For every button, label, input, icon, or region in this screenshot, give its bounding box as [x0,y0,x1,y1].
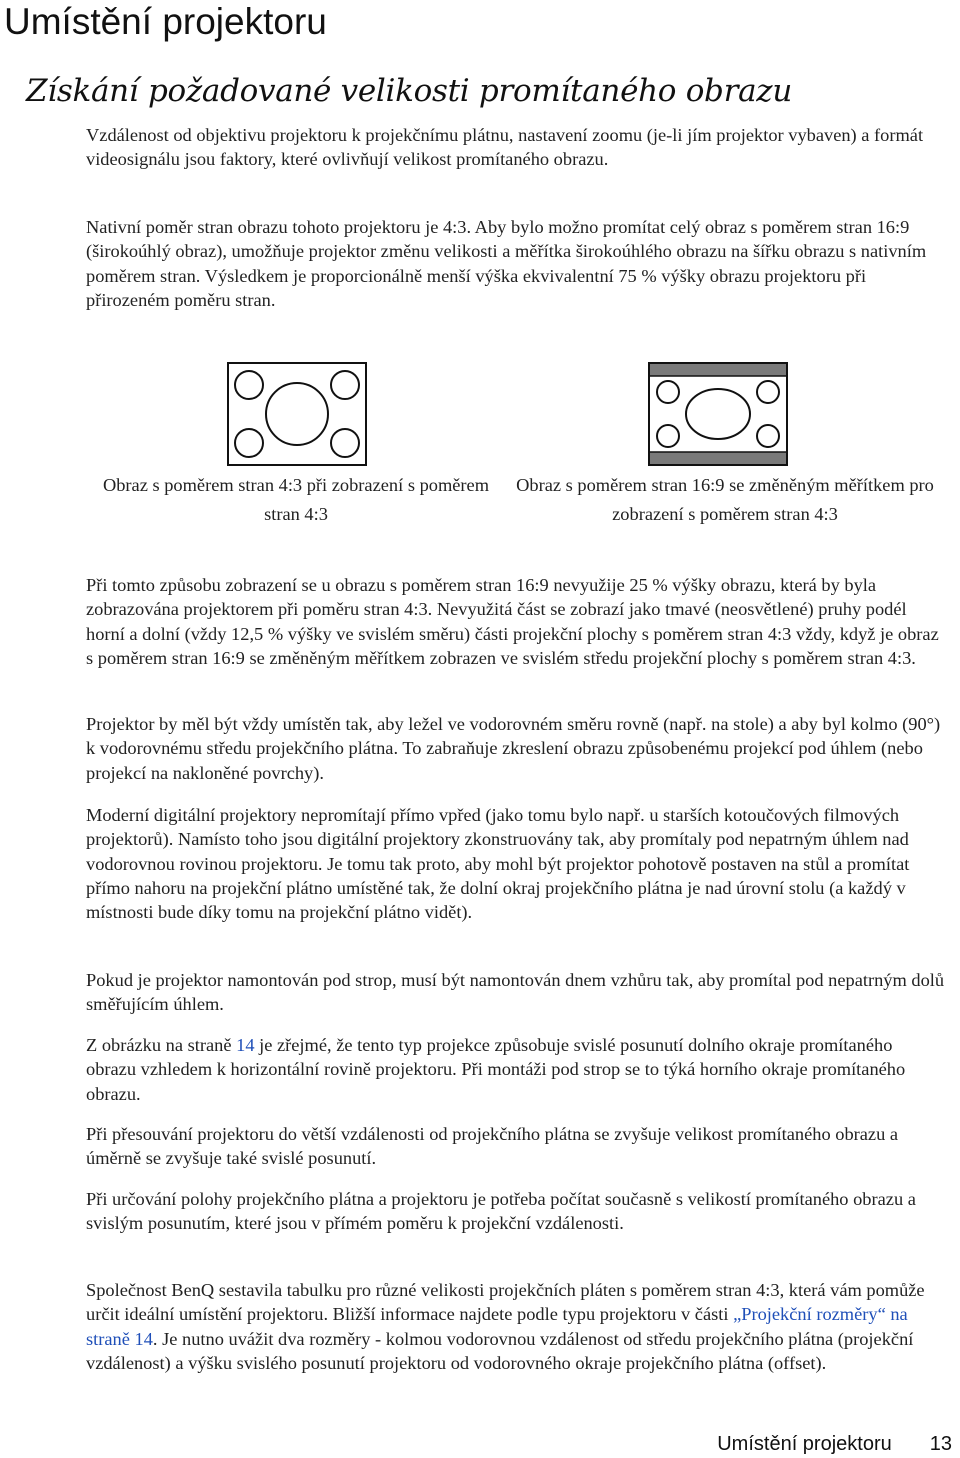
paragraph-vertical-offset [86,1033,946,1106]
paragraph-letterbox-bars: Při tomto způsobu zobrazení se u obrazu s poměrem stran 16:9 nevyužije 25 % výšky obrazu, která by byla zobrazována projektorem při poměru stran 4:3. Nevyužitá část se zobrazí jako tmavé (neosvětlené) pruhy podél horní a dolní (vždy 12,5 % výšky ve svislém směru) části projekční plochy s poměrem stran 4:3 vždy, když je obraz s poměrem stran 16:9 se změněným měřítkem zobrazen ve svislém středu projekční plochy s poměrem stran 4:3. [86,575,939,668]
text-segment: . Je nutno uvážit dva rozměry - kolmou vodorovnou vzdálenost od středu projekčního plátna (projekční vzdálenost) a výšku svislého posunutí projektoru od vodorovného okraje projekčního plátna (offset). [86,1328,914,1373]
footer-section-title: Umístění projektoru [717,1433,892,1455]
text-segment: Z obrázku na straně [86,1035,237,1055]
page-title: Umístění projektoru [4,1,327,42]
figure-16-9-on-4-3 [648,362,788,466]
paragraph-digital-projectors: Moderní digitální projektory nepromítají přímo vpřed (jako tomu bylo např. u starších kotoučových filmových projektorů). Namísto toho jsou digitální projektory zkonstruovány tak, aby promítaly pod nepatrným úhlem nad vodorovnou rovinou projektoru. Je tomu tak proto, aby mohl být projektor pohotově postaven na stůl a promítat přímo nahoru na projekční plátno umístěné tak, že dolní okraj projekčního plátna je nad úrovní stolu (a každý v místnosti bude díky tomu na projekční plátno vidět). [86,805,910,923]
paragraph-projector-placement: Projektor by měl být vždy umístěn tak, aby ležel ve vodorovném směru rovně (např. na stole) a aby byl kolmo (90°) k vodorovnému středu projekčního plátna. To zabraňuje zkreslení obrazu způsobenému projekcí pod úhlem (nebo projekcí na nakloněné povrchy). [86,714,941,783]
figure-2-caption: Obraz s poměrem stran 16:9 se změněným měřítkem pro zobrazení s poměrem stran 4:3 [516,475,934,524]
paragraph-benq-table [86,1278,946,1375]
text-segment: Společnost BenQ sestavila tabulku pro různé velikosti projekčních pláten s poměrem stran 4:3, která vám pomůže určit ideální umístění projektoru. Bližší informace najdete podle typu projektoru v části [86,1280,925,1325]
display-frame [228,363,366,465]
paragraph-screen-positioning: Při určování polohy projekčního plátna a projektoru je potřeba počítat současně s velikostí promítaného obrazu a svislým posunutím, které jsou v přímém poměru k projekční vzdálenosti. [86,1189,916,1234]
page-14-link[interactable]: 14 [236,1035,255,1055]
text-segment: je zřejmé, že tento typ projekce způsobuje svislé posunutí dolního okraje promítaného obrazu vzhledem k horizontální rovině projektoru. Při montáži pod strop se to týká horního okraje promítaného obrazu. [86,1035,906,1104]
page-number: 13 [929,1433,952,1455]
paragraph-image-size-factors: Vzdálenost od objektivu projektoru k projekčnímu plátnu, nastavení zoomu (je-li jím projektor vybaven) a formát videosignálu jsou faktory, které ovlivňují velikost promítaného obrazu. [86,125,924,170]
paragraph-native-aspect-ratio: Nativní poměr stran obrazu tohoto projektoru je 4:3. Aby bylo možno promítat celý obraz s poměrem stran 16:9 (širokoúhlý obraz), umožňuje projektor změnu velikosti a měřítka širokoúhlého obrazu na šířku obrazu s nativním poměrem stran. Výsledkem je proporcionálně menší výška ekvivalentní 75 % výšky obrazu projektoru při přirozeném poměru stran. [86,217,927,310]
letterbox-bar-bottom [650,452,786,464]
projection-dimensions-link[interactable]: „Projekční rozměry“ na straně 14 [86,1304,908,1349]
paragraph-ceiling-mount: Pokud je projektor namontován pod strop, musí být namontován dnem vzhůru tak, aby promítal pod nepatrným dolů směřujícím úhlem. [86,970,945,1015]
figure-1-caption: Obraz s poměrem stran 4:3 při zobrazení s poměrem stran 4:3 [102,475,490,524]
paragraph-distance-increase: Při přesouvání projektoru do větší vzdálenosti od projekčního plátna se zvyšuje velikost promítaného obrazu a úměrně se zvyšuje také svislé posunutí. [86,1124,899,1169]
figure-4-3-on-4-3 [227,362,367,466]
section-title: Získání požadované velikosti promítaného obrazu [26,73,793,109]
page-footer [717,1431,952,1457]
letterbox-bar-top [650,364,786,376]
display-frame [649,363,787,465]
